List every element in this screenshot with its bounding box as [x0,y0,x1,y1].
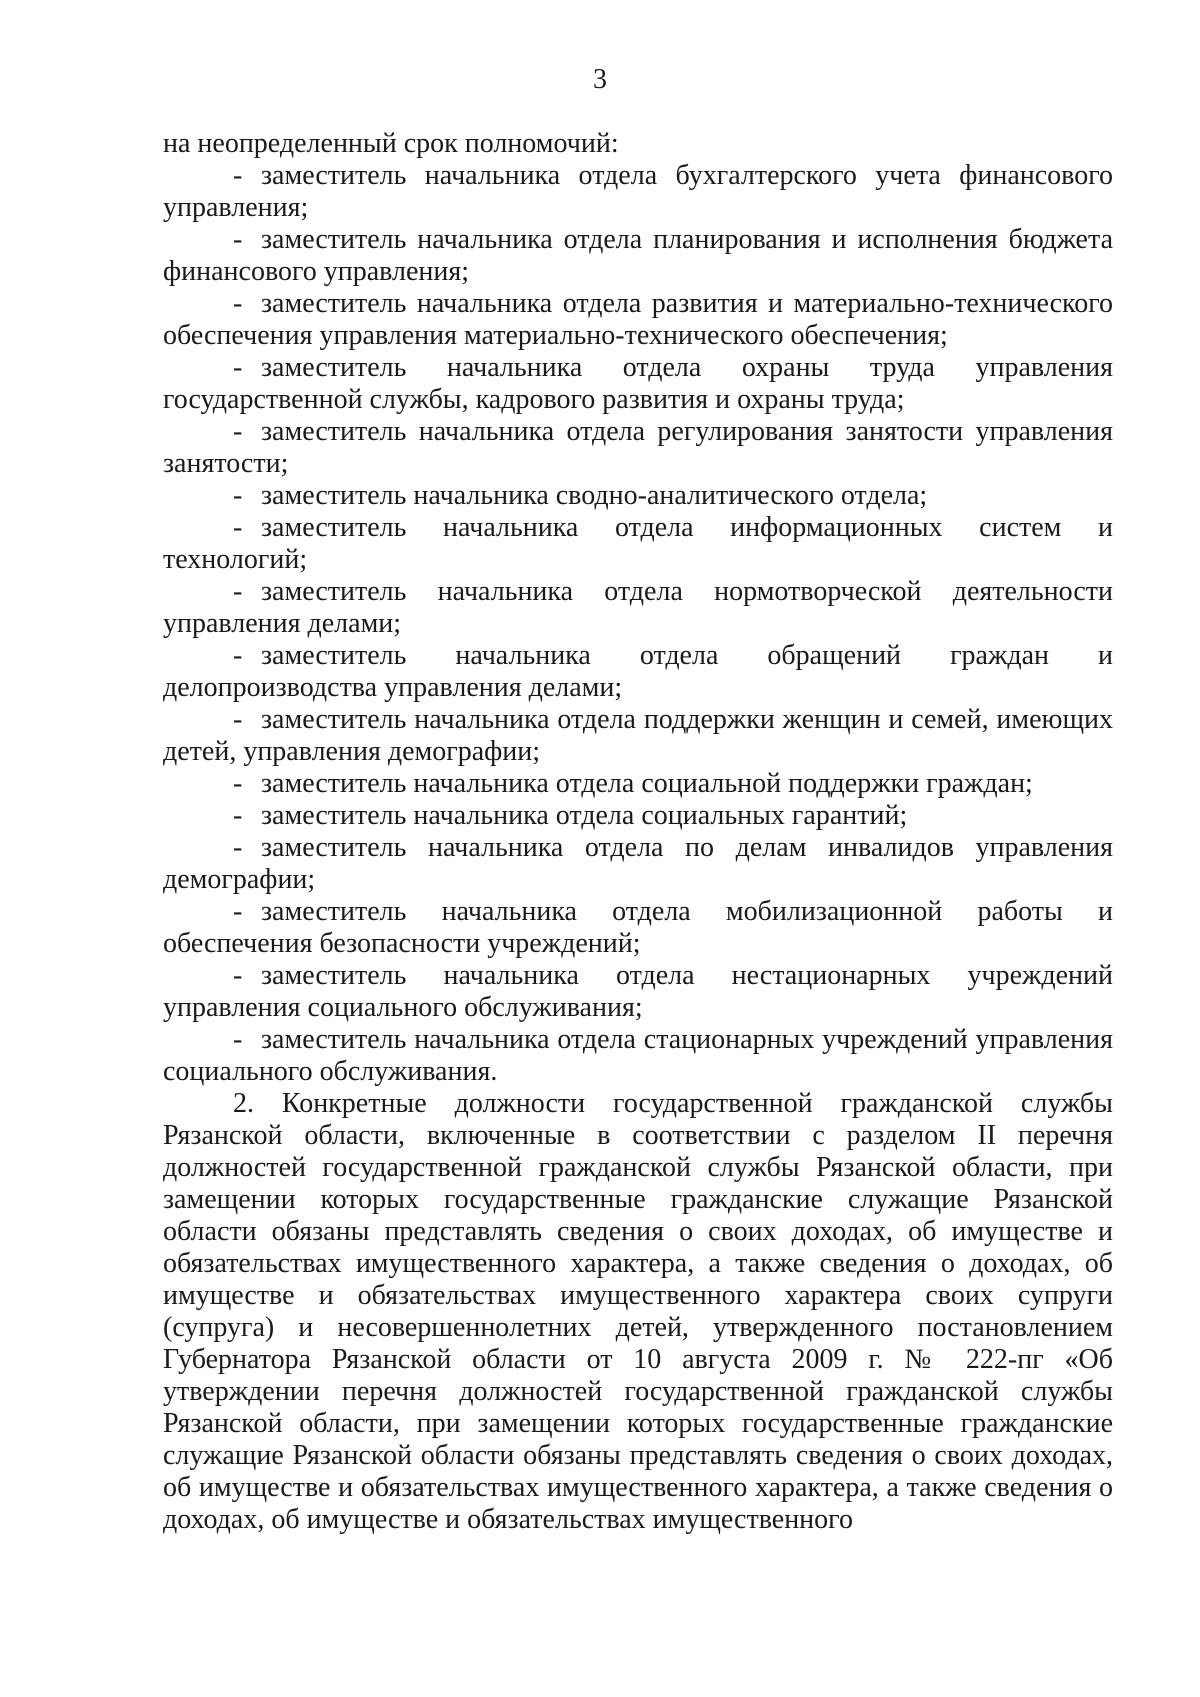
page-number: 3 [593,64,607,95]
list-item-text: заместитель начальника отдела социальных гарантий; [261,800,908,831]
list-item-text: заместитель начальника отдела мобилизационной работы и обеспечения безопасности учреждений; [163,896,1113,959]
position-list [163,160,1113,1088]
list-item-text: заместитель начальника отдела обращений граждан и делопроизводства управления делами; [163,640,1113,703]
list-item [163,480,1113,512]
list-item-text: заместитель начальника сводно-аналитического отдела; [261,480,928,511]
list-item-text: заместитель начальника отдела нестационарных учреждений управления социального обслуживания; [163,960,1113,1023]
list-item [163,160,1113,224]
list-item [163,896,1113,960]
list-dash: - [233,480,243,511]
list-item-text: заместитель начальника отдела бухгалтерского учета финансового управления; [163,160,1113,223]
intro-line: на неопределенный срок полномочий: [163,128,619,159]
list-dash: - [233,704,243,735]
list-dash: - [233,160,243,191]
list-item-text: заместитель начальника отдела по делам инвалидов управления демографии; [163,832,1113,895]
list-item-text: заместитель начальника отдела нормотворческой деятельности управления делами; [163,576,1113,639]
list-item [163,704,1113,768]
list-dash: - [233,768,243,799]
list-dash: - [233,224,243,255]
list-item-text: заместитель начальника отдела поддержки женщин и семей, имеющих детей, управления демографии; [163,704,1113,767]
list-item [163,1024,1113,1088]
list-dash: - [233,640,243,671]
list-item [163,416,1113,480]
paragraph-2: 2. Конкретные должности государственной гражданской службы Рязанской области, включенные в соответствии с разделом II перечня должностей государственной гражданской службы Рязанской области, при замещении которых государственные гражданские служащие Рязанской области обязаны представлять сведения о своих доходах, об имуществе и обязательствах имущественного характера, а также сведения о доходах, об имуществе и обязательствах имущественного характера своих супруги (супруга) и несовершеннолетних детей, утвержденного постановлением Губернатора Рязанской области от 10 августа 2009 г. № 222-пг «Об утверждении перечня должностей государственной гражданской службы Рязанской области, при замещении которых государственные гражданские служащие Рязанской области обязаны представлять сведения о своих доходах, об имуществе и обязательствах имущественного характера, а также сведения о доходах, об имуществе и обязательствах имущественного [163,1088,1113,1535]
list-dash: - [233,512,243,543]
list-dash: - [233,416,243,447]
list-item [163,512,1113,576]
list-dash: - [233,288,243,319]
list-item [163,768,1113,800]
list-item-text: заместитель начальника отдела информационных систем и технологий; [163,512,1113,575]
list-item-text: заместитель начальника отдела социальной поддержки граждан; [261,768,1033,799]
list-item-text: заместитель начальника отдела охраны труда управления государственной службы, кадрового развития и охраны труда; [163,352,1113,415]
list-dash: - [233,960,243,991]
list-item [163,800,1113,832]
list-item [163,640,1113,704]
list-item [163,832,1113,896]
list-item [163,576,1113,640]
list-dash: - [233,800,243,831]
list-dash: - [233,832,243,863]
list-item-text: заместитель начальника отдела планирования и исполнения бюджета финансового управления; [163,224,1113,287]
list-item-text: заместитель начальника отдела развития и материально-технического обеспечения управления материально-технического обеспечения; [163,288,1113,351]
list-item-text: заместитель начальника отдела регулирования занятости управления занятости; [163,416,1113,479]
list-item [163,288,1113,352]
list-dash: - [233,352,243,383]
list-item [163,224,1113,288]
list-dash: - [233,896,243,927]
list-item [163,960,1113,1024]
list-dash: - [233,1024,243,1055]
list-item [163,352,1113,416]
list-item-text: заместитель начальника отдела стационарных учреждений управления социального обслуживания. [163,1024,1113,1087]
document-body [163,128,1113,1536]
list-dash: - [233,576,243,607]
